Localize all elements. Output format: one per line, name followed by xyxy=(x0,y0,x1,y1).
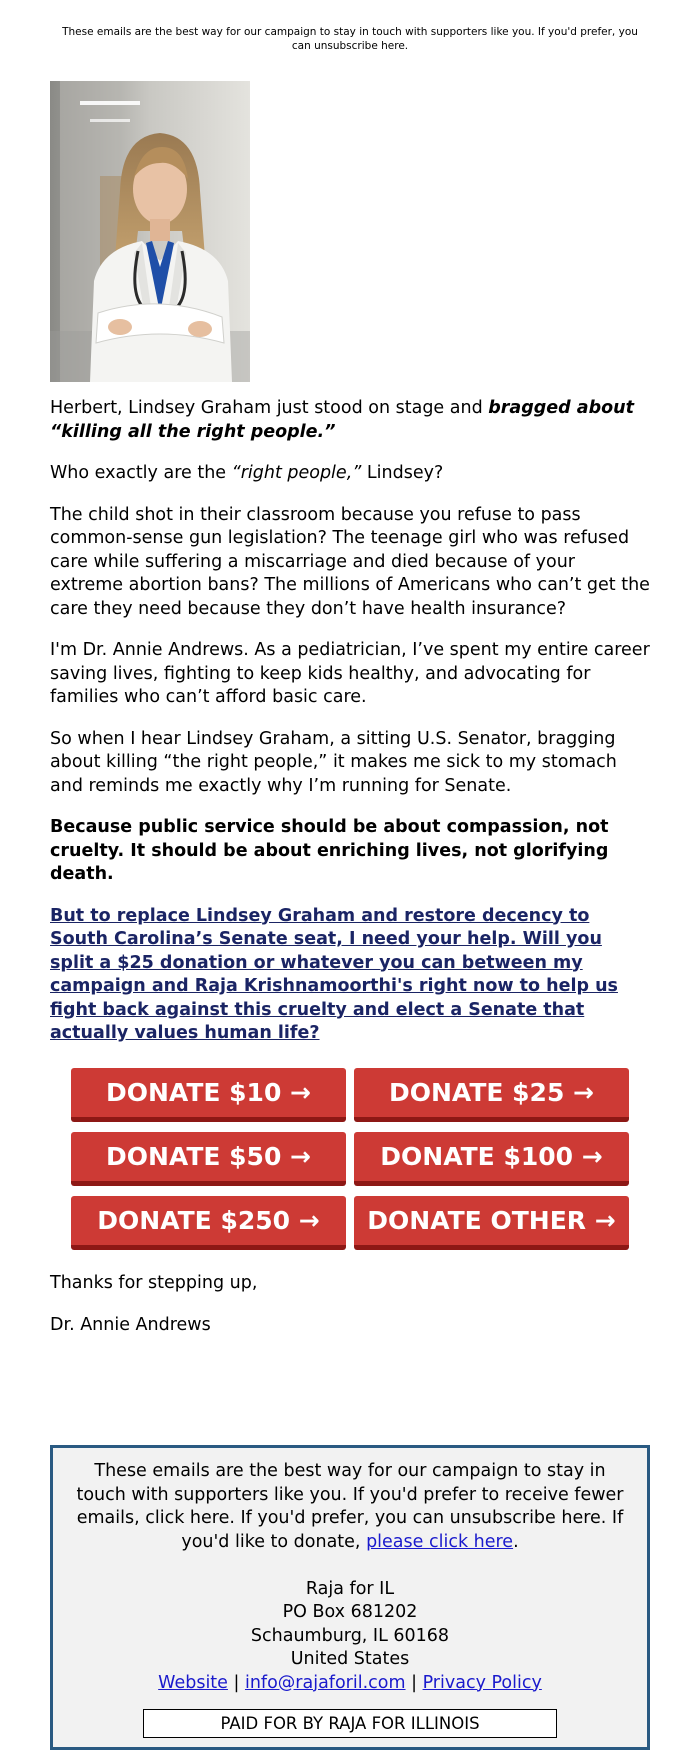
question-text-end: Lindsey? xyxy=(361,463,444,483)
paragraph-compassion xyxy=(50,816,650,887)
footer-donate-link[interactable]: please click here xyxy=(366,1531,514,1552)
preheader-text: These emails are the best way for our campaign to stay in touch with supporters like you. If you'd prefer, you can unsubscribe here. xyxy=(62,26,638,52)
donate-10-button[interactable]: DONATE $10 → xyxy=(71,1068,346,1122)
signoff xyxy=(50,1272,650,1355)
signoff-thanks: Thanks for stepping up, xyxy=(50,1273,258,1293)
footer-po-box: PO Box 681202 xyxy=(282,1602,418,1622)
footer-links xyxy=(71,1672,629,1696)
footer-box xyxy=(50,1445,650,1750)
signoff-name: Dr. Annie Andrews xyxy=(50,1314,211,1335)
question-text-start: Who exactly are the xyxy=(50,463,232,483)
paragraph-intro xyxy=(50,397,650,444)
footer-separator: | xyxy=(227,1672,245,1693)
footer-website-link[interactable]: Website xyxy=(158,1672,228,1693)
donate-buttons-grid xyxy=(71,1068,629,1250)
footer-address xyxy=(71,1578,629,1696)
footer-separator: | xyxy=(405,1672,423,1693)
compassion-text: Because public service should be about compassion, not cruelty. It should be about enriching lives, not glorifying death. xyxy=(50,817,609,884)
paragraph-motivation: So when I hear Lindsey Graham, a sitting U.S. Senator, bragging about killing “the right people,” it makes me sick to my stomach and reminds me exactly why I’m running for Senate. xyxy=(50,728,617,796)
donate-250-button[interactable]: DONATE $250 → xyxy=(71,1196,346,1250)
donate-100-button[interactable]: DONATE $100 → xyxy=(354,1132,629,1186)
footer-privacy-link[interactable]: Privacy Policy xyxy=(422,1672,542,1693)
paragraph-victims: The child shot in their classroom because you refuse to pass common-sense gun legislation? The teenage girl who was refused care while suffering a miscarriage and died because of your extreme abortion bans? The millions of Americans who can’t get the care they need because they don’t have health insurance? xyxy=(50,504,650,619)
footer-org: Raja for IL xyxy=(305,1578,395,1599)
footer-country: United States xyxy=(290,1649,410,1669)
intro-emphasis: bragged about “killing all the right people.” xyxy=(50,398,634,442)
footer-intro xyxy=(71,1460,629,1554)
paragraph-question xyxy=(50,462,650,486)
donation-ask-link[interactable]: But to replace Lindsey Graham and restore decency to South Carolina’s Senate seat, I need your help. Will you split a $25 donation or whatever you can between my campaign and Raja Krishnamoorthi's right now to help us fight back against this cruelty and elect a Senate that actually values human life? xyxy=(50,905,618,1043)
paid-for-disclaimer: PAID FOR BY RAJA FOR ILLINOIS xyxy=(143,1709,557,1738)
donate-other-button[interactable]: DONATE OTHER → xyxy=(354,1196,629,1250)
footer-intro-end: . xyxy=(513,1531,519,1552)
footer-intro-text: These emails are the best way for our campaign to stay in touch with supporters like you. If you'd prefer to receive fewer emails, click here. If you'd prefer, you can unsubscribe here. If you'd like to donate, xyxy=(76,1461,624,1552)
intro-text: Herbert, Lindsey Graham just stood on stage and xyxy=(50,398,489,418)
footer-email-link[interactable]: info@rajaforil.com xyxy=(244,1672,406,1693)
footer-city: Schaumburg, IL 60168 xyxy=(250,1625,450,1646)
donate-50-button[interactable]: DONATE $50 → xyxy=(71,1132,346,1186)
candidate-photo xyxy=(50,81,250,382)
donate-25-button[interactable]: DONATE $25 → xyxy=(354,1068,629,1122)
question-emphasis: “right people,” xyxy=(231,463,362,483)
email-body xyxy=(50,397,650,1070)
paragraph-bio: I'm Dr. Annie Andrews. As a pediatrician, I’ve spent my entire career saving lives, fighting to keep kids healthy, and advocating for families who can’t afford basic care. xyxy=(50,640,650,707)
